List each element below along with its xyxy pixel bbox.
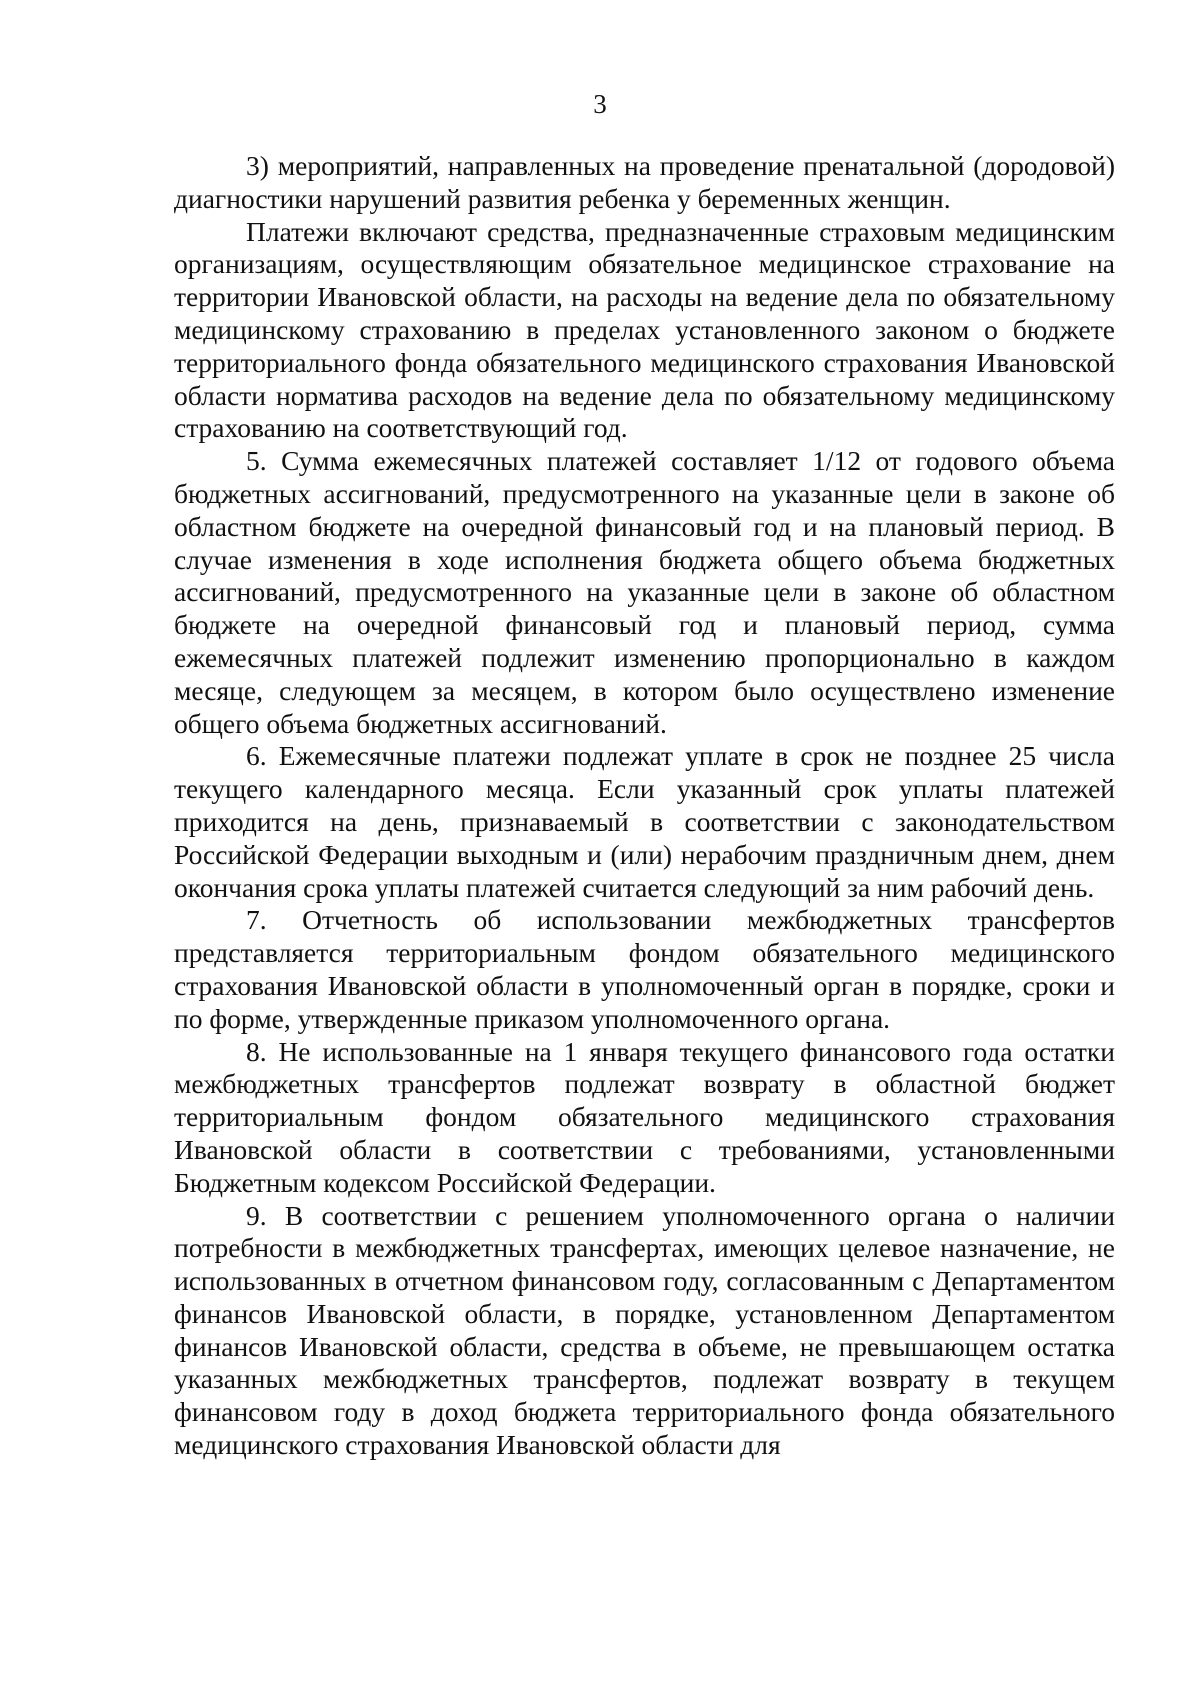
- paragraph-payments: Платежи включают средства, предназначенные страховым медицинским организациям, осуществляющим обязательное медицинское страхование на территории Ивановской области, на расходы на ведение дела по обязательному медицинскому страхованию в пределах установленного законом о бюджете территориального фонда обязательного медицинского страхования Ивановской области норматива расходов на ведение дела по обязательному медицинскому страхованию на соответствующий год.: [174, 215, 1115, 444]
- paragraph-9: 9. В соответствии с решением уполномоченного органа о наличии потребности в межбюджетных трансфертах, имеющих целевое назначение, не использованных в отчетном финансовом году, согласованным с Департаментом финансов Ивановской области, в порядке, установленном Департаментом финансов Ивановской области, средства в объеме, не превышающем остатка указанных межбюджетных трансфертов, подлежат возврату в текущем финансовом году в доход бюджета территориального фонда обязательного медицинского страхования Ивановской области для: [174, 1199, 1115, 1461]
- document-body: [174, 150, 1115, 1462]
- paragraph-8: 8. Не использованные на 1 января текущего финансового года остатки межбюджетных трансфертов подлежат возврату в областной бюджет территориальным фондом обязательного медицинского страхования Ивановской области в соответствии с требованиями, установленными Бюджетным кодексом Российской Федерации.: [174, 1035, 1115, 1198]
- paragraph-5: 5. Сумма ежемесячных платежей составляет 1/12 от годового объема бюджетных ассигнований, предусмотренного на указанные цели в законе об областном бюджете на очередной финансовый год и на плановый период. В случае изменения в ходе исполнения бюджета общего объема бюджетных ассигнований, предусмотренного на указанные цели в законе об областном бюджете на очередной финансовый год и плановый период, сумма ежемесячных платежей подлежит изменению пропорционально в каждом месяце, следующем за месяцем, в котором было осуществлено изменение общего объема бюджетных ассигнований.: [174, 445, 1115, 739]
- page-number: 3: [593, 89, 607, 119]
- paragraph-7: 7. Отчетность об использовании межбюджетных трансфертов представляется территориальным фондом обязательного медицинского страхования Ивановской области в уполномоченный орган в порядке, сроки и по форме, утвержденные приказом уполномоченного органа.: [174, 904, 1115, 1034]
- paragraph-6: 6. Ежемесячные платежи подлежат уплате в срок не позднее 25 числа текущего календарного месяца. Если указанный срок уплаты платежей приходится на день, признаваемый в соответствии с законодательством Российской Федерации выходным и (или) нерабочим праздничным днем, днем окончания срока уплаты платежей считается следующий за ним рабочий день.: [174, 740, 1115, 903]
- paragraph-item-3: 3) мероприятий, направленных на проведение пренатальной (дородовой) диагностики нарушений развития ребенка у беременных женщин.: [174, 150, 1115, 214]
